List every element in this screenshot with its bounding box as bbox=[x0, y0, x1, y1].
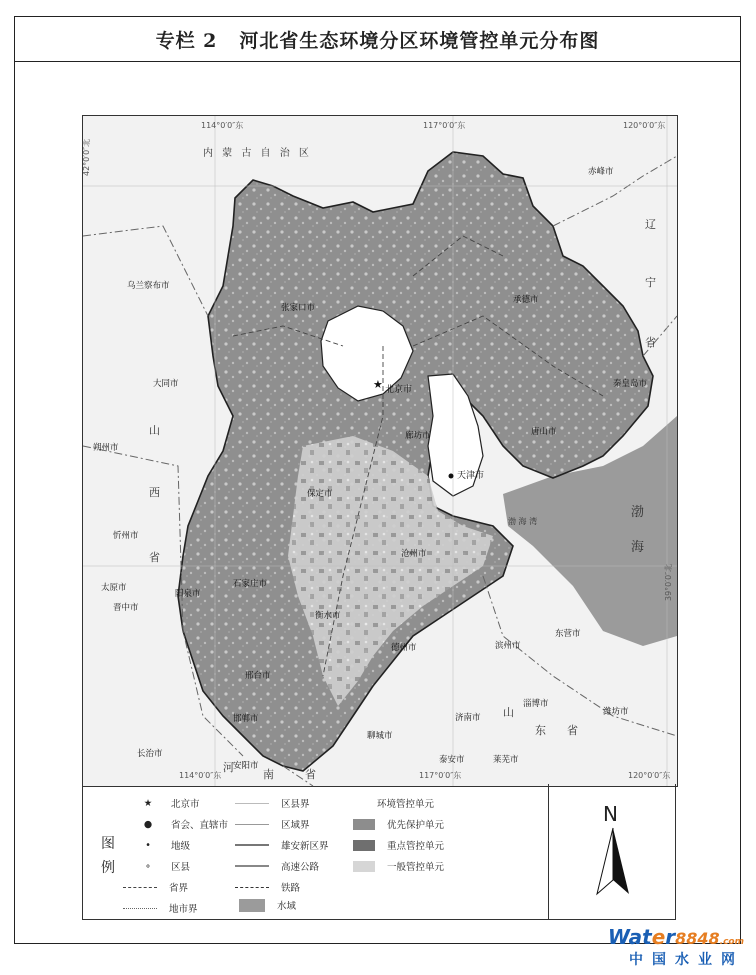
legend-label: 重点管控单元 bbox=[387, 841, 445, 852]
priority-swatch bbox=[353, 819, 375, 830]
city-binzhou: 滨州市 bbox=[495, 641, 521, 651]
city-weifang: 潍坊市 bbox=[603, 707, 629, 717]
city-tangshan: 唐山市 bbox=[531, 427, 557, 437]
star-beijing: ★ bbox=[373, 378, 383, 391]
label-shanxi-3: 省 bbox=[149, 551, 160, 564]
city-xinzhou: 忻州市 bbox=[113, 531, 139, 541]
line-icon bbox=[235, 824, 269, 825]
railway-line-icon bbox=[235, 887, 269, 888]
city-jinan: 济南市 bbox=[455, 713, 481, 723]
lon-label-114-bottom: 114°0′0″东 bbox=[179, 771, 222, 780]
watermark bbox=[608, 925, 744, 969]
city-baoding: 保定市 bbox=[307, 489, 333, 499]
city-datong: 大同市 bbox=[153, 379, 179, 389]
city-qinhuangdao: 秦皇岛市 bbox=[613, 379, 648, 389]
label-henan-3: 省 bbox=[305, 768, 316, 781]
watermark-subtitle: 中国水业网 bbox=[629, 952, 744, 968]
legend-province-border bbox=[123, 880, 188, 894]
dotted-line-icon bbox=[123, 908, 157, 909]
map-canvas bbox=[82, 115, 678, 787]
label-shanxi-2: 西 bbox=[149, 486, 160, 499]
wm-e: .com bbox=[719, 937, 744, 947]
label-liaoning-1: 辽 bbox=[645, 218, 656, 231]
city-hengshui: 衡水市 bbox=[315, 611, 341, 621]
legend-units-title: 环境管控单元 bbox=[377, 799, 435, 810]
label-shanxi-1: 山 bbox=[149, 424, 160, 437]
city-laiwu: 莱芜市 bbox=[493, 755, 519, 765]
legend-panel bbox=[82, 784, 676, 920]
city-changzhi: 长治市 bbox=[137, 749, 163, 759]
city-liaocheng: 聊城市 bbox=[367, 731, 393, 741]
legend-label: 雄安新区界 bbox=[281, 841, 329, 852]
legend-priority-protection bbox=[353, 817, 444, 831]
north-label: N bbox=[603, 802, 618, 826]
legend-label: 地市界 bbox=[169, 904, 198, 915]
city-dezhou: 德州市 bbox=[391, 643, 417, 653]
general-swatch bbox=[353, 861, 375, 872]
legend-region-boundary bbox=[235, 817, 310, 831]
city-handan: 邯郸市 bbox=[233, 714, 259, 724]
legend-county bbox=[135, 859, 190, 873]
watermark-logo bbox=[608, 925, 744, 949]
label-bohai-bay: 渤 海 湾 bbox=[508, 517, 538, 526]
legend-provincial-capital bbox=[135, 817, 228, 831]
city-jinzhong: 晋中市 bbox=[113, 603, 139, 613]
wm-c: r bbox=[665, 925, 676, 949]
figure-title bbox=[15, 17, 740, 62]
legend-label: 区域界 bbox=[281, 820, 310, 831]
column-label: 专栏 2 bbox=[155, 29, 218, 52]
wm-a: Wat bbox=[607, 925, 652, 949]
legend-label: 省会、直辖市 bbox=[171, 820, 229, 831]
label-shandong-3: 省 bbox=[567, 724, 578, 737]
legend-label: 区县界 bbox=[281, 799, 310, 810]
legend-label: 铁路 bbox=[281, 883, 301, 894]
lon-label-117-bottom: 117°0′0″东 bbox=[419, 771, 462, 780]
dashdot-line-icon bbox=[123, 887, 157, 888]
legend-heading-1: 图 bbox=[101, 836, 115, 852]
city-zibo: 淄博市 bbox=[523, 699, 549, 709]
city-dongying: 东营市 bbox=[555, 629, 581, 639]
key-control-swatch bbox=[353, 840, 375, 851]
small-circle-icon: ∘ bbox=[145, 860, 151, 872]
north-arrow-box bbox=[548, 784, 675, 920]
city-ulanqab: 乌兰察布市 bbox=[127, 281, 170, 291]
city-zhangjiakou: 张家口市 bbox=[281, 303, 316, 313]
legend-label: 高速公路 bbox=[281, 862, 320, 873]
label-shandong-1: 山 bbox=[503, 706, 514, 719]
legend-label: 区县 bbox=[171, 862, 191, 873]
lat-label-39: 39°0′0″北 bbox=[664, 563, 673, 601]
legend-highway bbox=[235, 859, 319, 873]
legend-county-boundary bbox=[235, 796, 310, 810]
legend-key-control bbox=[353, 838, 444, 852]
city-anyang: 安阳市 bbox=[233, 761, 259, 771]
city-langfang: 廊坊市 bbox=[405, 431, 431, 441]
water-swatch bbox=[239, 899, 265, 912]
city-shijiazhuang: 石家庄市 bbox=[233, 579, 268, 589]
legend-label: 水域 bbox=[277, 901, 297, 912]
north-arrow-icon bbox=[593, 828, 633, 898]
thin-line-icon bbox=[235, 803, 269, 804]
wm-b: e bbox=[651, 925, 666, 949]
label-bohai-2: 海 bbox=[631, 540, 645, 555]
big-dot-icon: ● bbox=[143, 818, 153, 830]
legend-city-border bbox=[123, 901, 198, 915]
legend-label: 地级 bbox=[171, 841, 191, 852]
label-shandong-2: 东 bbox=[535, 724, 546, 737]
legend-general-control bbox=[353, 859, 444, 873]
legend-railway bbox=[235, 880, 300, 894]
legend-label: 优先保护单元 bbox=[387, 820, 445, 831]
map-title: 河北省生态环境分区环境管控单元分布图 bbox=[239, 29, 600, 52]
label-liaoning-2: 宁 bbox=[645, 276, 656, 289]
legend-water bbox=[239, 898, 296, 912]
legend-prefecture bbox=[135, 838, 190, 852]
city-chengde: 承德市 bbox=[513, 295, 539, 305]
map-svg bbox=[83, 116, 677, 786]
lon-label-117: 117°0′0″东 bbox=[423, 121, 466, 130]
lat-label-42: 42°0′0″北 bbox=[82, 138, 91, 176]
city-shuozhou: 朔州市 bbox=[93, 443, 119, 453]
wm-d: 8848 bbox=[675, 929, 720, 948]
lon-label-120-bottom: 120°0′0″东 bbox=[628, 771, 671, 780]
city-yangquan: 阳泉市 bbox=[175, 589, 201, 599]
marker-tianjin bbox=[449, 474, 454, 479]
legend-xiongan-boundary bbox=[235, 838, 329, 852]
thick-line-icon bbox=[235, 844, 269, 846]
label-henan-1: 河 bbox=[223, 761, 234, 774]
legend-label: 北京市 bbox=[171, 799, 200, 810]
lon-label-120: 120°0′0″东 bbox=[623, 121, 666, 130]
highway-line-icon bbox=[235, 865, 269, 867]
legend-beijing bbox=[135, 796, 200, 810]
dot-icon: • bbox=[145, 839, 151, 851]
city-chifeng: 赤峰市 bbox=[588, 167, 614, 177]
legend-label: 省界 bbox=[169, 883, 189, 894]
label-liaoning-3: 省 bbox=[645, 336, 656, 349]
city-xingtai: 邢台市 bbox=[245, 671, 271, 681]
label-henan-2: 南 bbox=[263, 768, 274, 781]
legend-heading bbox=[101, 832, 117, 880]
star-icon: ★ bbox=[143, 797, 153, 809]
city-beijing: 北京市 bbox=[385, 385, 413, 395]
city-taiyuan: 太原市 bbox=[101, 583, 127, 593]
lon-label-114: 114°0′0″东 bbox=[201, 121, 244, 130]
city-tianjin: 天津市 bbox=[457, 471, 485, 481]
label-bohai-1: 渤 bbox=[631, 505, 645, 520]
legend-label: 一般管控单元 bbox=[387, 862, 445, 873]
city-cangzhou: 沧州市 bbox=[401, 549, 427, 559]
legend-heading-2: 例 bbox=[101, 860, 115, 876]
city-taian: 泰安市 bbox=[439, 755, 465, 765]
label-inner-mongolia: 内 蒙 古 自 治 区 bbox=[203, 148, 312, 159]
